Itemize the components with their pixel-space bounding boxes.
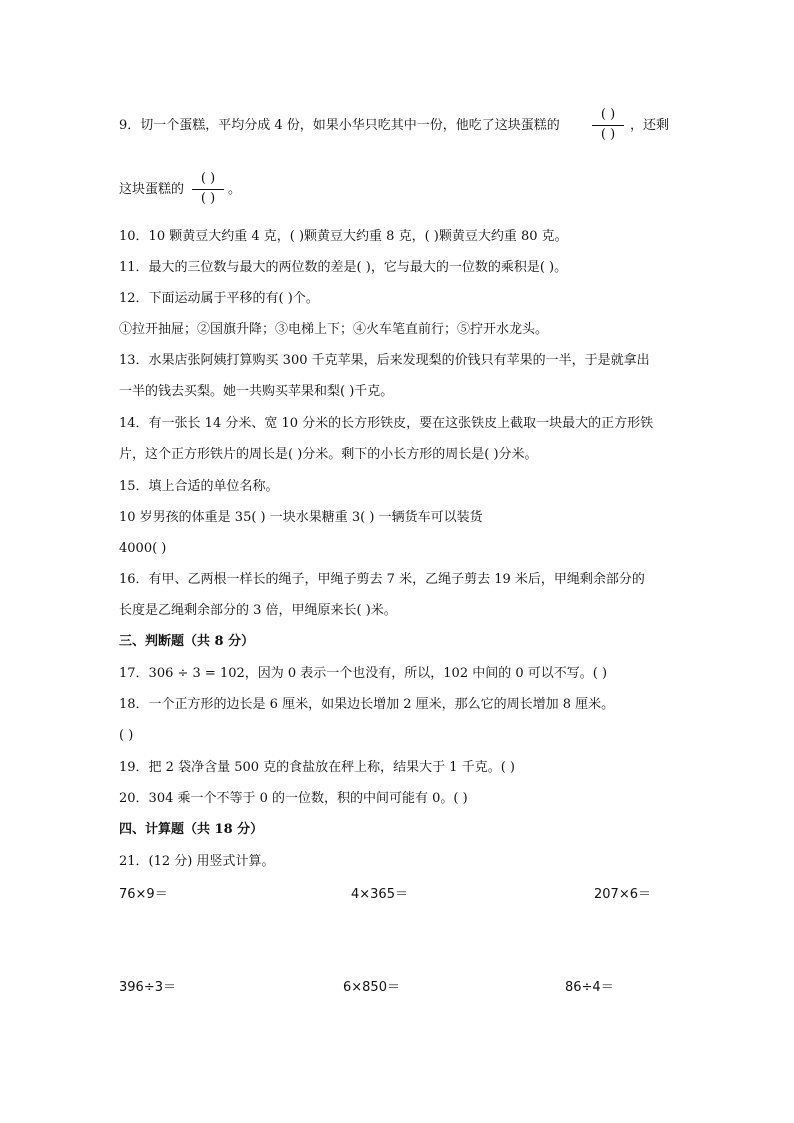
question-21: 21．(12 分) 用竖式计算。 bbox=[119, 854, 275, 869]
calc-item-1: 76×9＝ bbox=[119, 887, 168, 902]
question-20: 20．304 乘一个不等于 0 的一位数，积的中间可能有 0。( ) bbox=[119, 791, 468, 806]
q9-text-part4: 。 bbox=[228, 182, 242, 197]
fraction-denominator: ( ) bbox=[600, 127, 616, 142]
fraction-numerator: ( ) bbox=[200, 171, 216, 186]
fraction-numerator: ( ) bbox=[600, 107, 616, 122]
fraction-bar bbox=[592, 125, 624, 126]
question-18-line2: ( ) bbox=[119, 728, 134, 743]
question-19: 19．把 2 袋净含量 500 克的食盐放在秤上称，结果大于 1 千克。( ) bbox=[119, 760, 515, 775]
fraction-bar bbox=[192, 189, 224, 190]
calc-item-6: 86÷4＝ bbox=[565, 980, 614, 995]
question-14-line2: 片，这个正方形铁片的周长是( )分米。剩下的小长方形的周长是( )分米。 bbox=[119, 447, 538, 462]
question-12: 12．下面运动属于平移的有( )个。 bbox=[119, 291, 319, 306]
question-15-line3: 4000( ) bbox=[119, 541, 167, 556]
section-4-heading: 四、计算题（共 18 分） bbox=[119, 822, 264, 837]
q9-text-part3: 这块蛋糕的 bbox=[119, 182, 185, 197]
q9-text-part2: ，还剩 bbox=[630, 118, 670, 133]
calc-item-3: 207×6＝ bbox=[594, 887, 651, 902]
question-13-line2: 一半的钱去买梨。她一共购买苹果和梨( )千克。 bbox=[119, 384, 394, 399]
question-12-options: ①拉开抽屉；②国旗升降；③电梯上下；④火车笔直前行；⑤拧开水龙头。 bbox=[119, 322, 549, 337]
calc-item-4: 396÷3＝ bbox=[119, 980, 176, 995]
q9-fraction-remaining[interactable] bbox=[190, 171, 226, 207]
question-16-line2: 长度是乙绳剩余部分的 3 倍，甲绳原来长( )米。 bbox=[119, 603, 397, 618]
question-10: 10．10 颗黄豆大约重 4 克，( )颗黄豆大约重 8 克，( )颗黄豆大约重 80 克。 bbox=[119, 229, 568, 244]
question-11: 11．最大的三位数与最大的两位数的差是( )，它与最大的一位数的乘积是( )。 bbox=[119, 260, 568, 275]
q9-text-part1: 9．切一个蛋糕，平均分成 4 份，如果小华只吃其中一份，他吃了这块蛋糕的 bbox=[119, 118, 560, 133]
question-15: 15．填上合适的单位名称。 bbox=[119, 479, 279, 494]
calc-item-2: 4×365＝ bbox=[351, 887, 408, 902]
question-14-line1: 14．有一张长 14 分米、宽 10 分米的长方形铁皮，要在这张铁皮上截取一块最大的正方形铁 bbox=[119, 416, 654, 431]
question-15-line2: 10 岁男孩的体重是 35( ) 一块水果糖重 3( ) 一辆货车可以装货 bbox=[119, 510, 483, 525]
calc-item-5: 6×850＝ bbox=[343, 980, 400, 995]
question-18-line1: 18．一个正方形的边长是 6 厘米，如果边长增加 2 厘米，那么它的周长增加 8 厘米。 bbox=[119, 697, 615, 712]
question-16-line1: 16．有甲、乙两根一样长的绳子，甲绳子剪去 7 米，乙绳子剪去 19 米后，甲绳剩余部分的 bbox=[119, 572, 645, 587]
section-3-heading: 三、判断题（共 8 分） bbox=[119, 634, 255, 649]
fraction-denominator: ( ) bbox=[200, 191, 216, 206]
question-13-line1: 13．水果店张阿姨打算购买 300 千克苹果，后来发现梨的价钱只有苹果的一半，于是就拿出 bbox=[119, 353, 650, 368]
question-17: 17．306 ÷ 3 = 102，因为 0 表示一个也没有，所以，102 中间的 0 可以不写。( ) bbox=[119, 666, 608, 681]
q9-fraction-eaten[interactable] bbox=[590, 107, 626, 143]
